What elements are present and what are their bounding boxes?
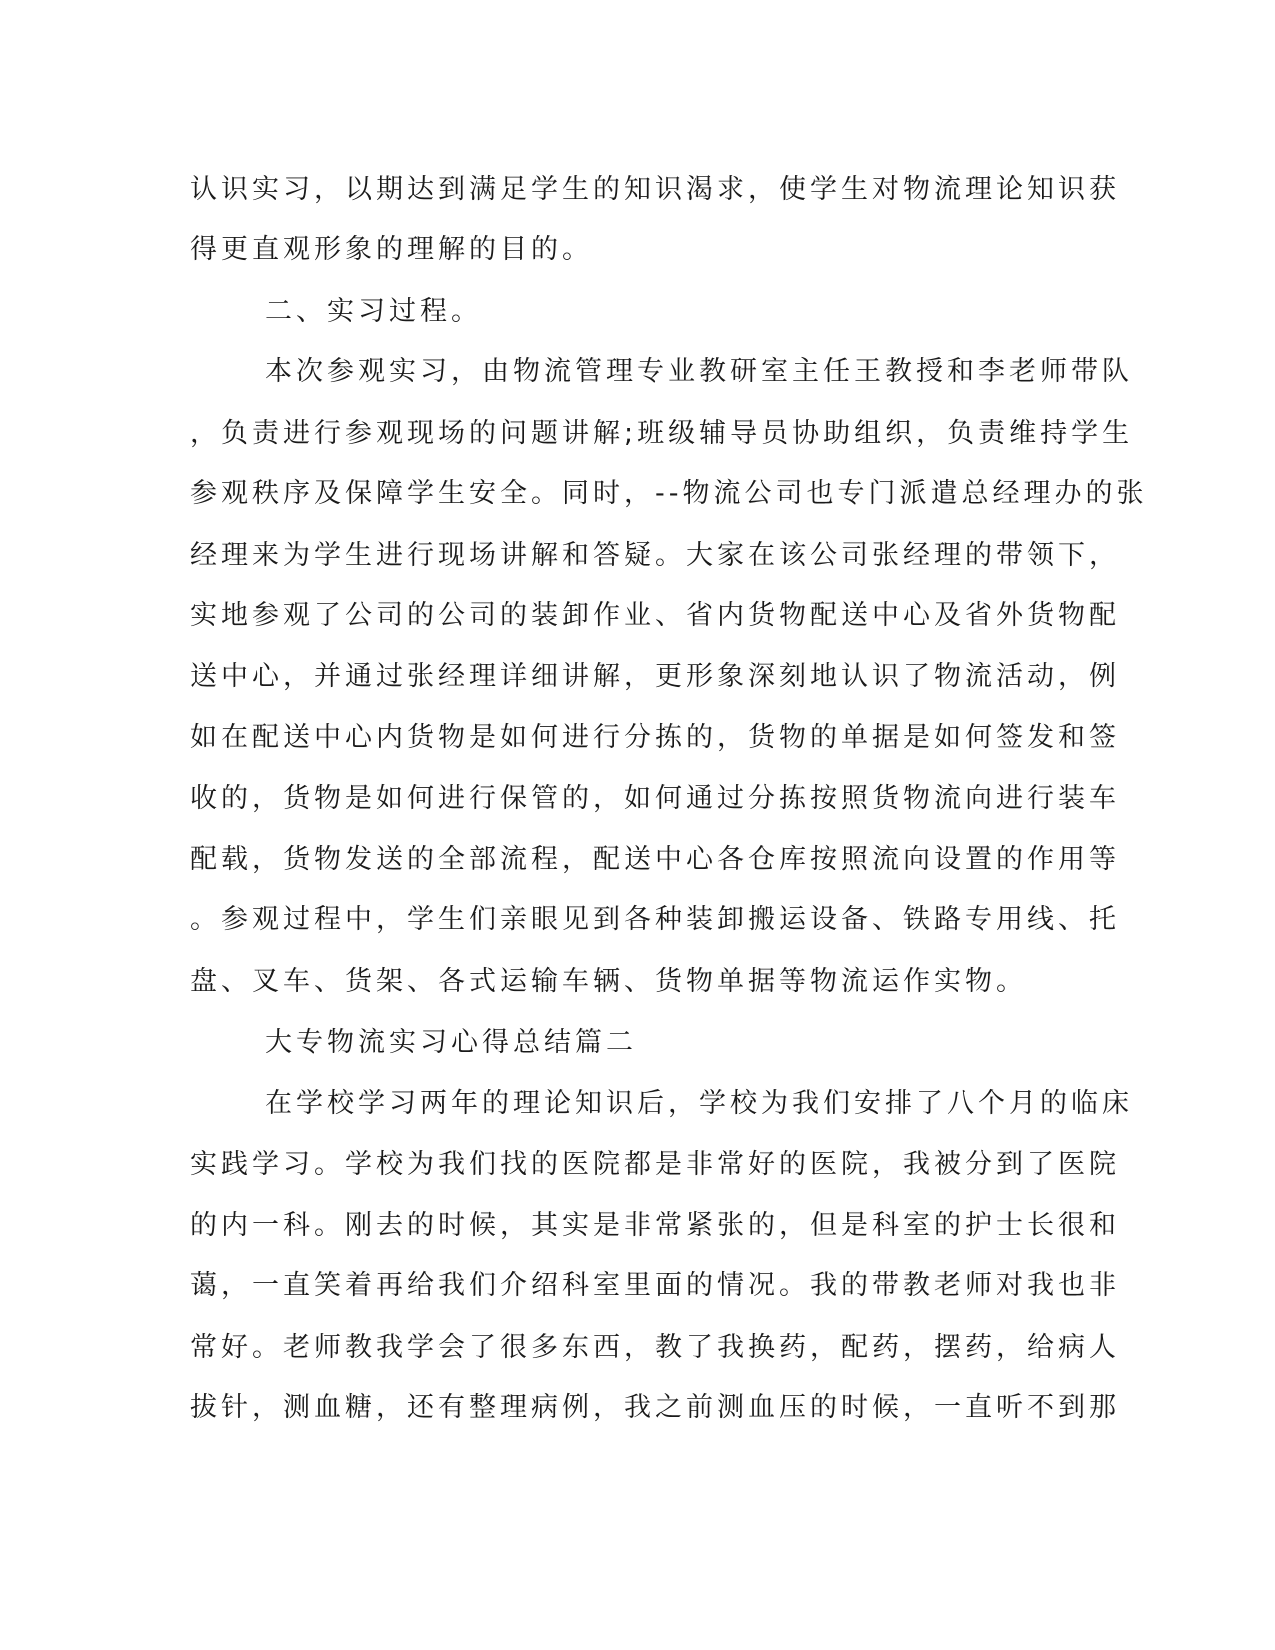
paragraph-line: 在学校学习两年的理论知识后，学校为我们安排了八个月的临床	[265, 1088, 1133, 1119]
paragraph-line: 参观秩序及保障学生安全。同时，--物流公司也专门派遣总经理办的张	[190, 478, 1148, 509]
paragraph-line: 盘、叉车、货架、各式运输车辆、货物单据等物流运作实物。	[190, 966, 1027, 997]
paragraph-line: 本次参观实习，由物流管理专业教研室主任王教授和李老师带队	[265, 356, 1133, 387]
paragraph-line: 得更直观形象的理解的目的。	[190, 234, 593, 265]
paragraph-line: 认识实习，以期达到满足学生的知识渴求，使学生对物流理论知识获	[190, 174, 1120, 205]
paragraph-line: ，负责进行参观现场的问题讲解;班级辅导员协助组织，负责维持学生	[190, 418, 1134, 449]
article-heading: 大专物流实习心得总结篇二	[265, 1027, 637, 1058]
paragraph-line: 蔼，一直笑着再给我们介绍科室里面的情况。我的带教老师对我也非	[190, 1270, 1120, 1301]
paragraph-line: 拔针，测血糖，还有整理病例，我之前测血压的时候，一直听不到那	[190, 1392, 1120, 1423]
section-heading: 二、实习过程。	[265, 296, 482, 327]
paragraph-line: 的内一科。刚去的时候，其实是非常紧张的，但是科室的护士长很和	[190, 1210, 1120, 1241]
paragraph-line: 实地参观了公司的公司的装卸作业、省内货物配送中心及省外货物配	[190, 600, 1120, 631]
paragraph-line: 经理来为学生进行现场讲解和答疑。大家在该公司张经理的带领下，	[190, 540, 1120, 571]
paragraph-line: 。参观过程中，学生们亲眼见到各种装卸搬运设备、铁路专用线、托	[190, 904, 1120, 935]
paragraph-line: 常好。老师教我学会了很多东西，教了我换药，配药，摆药，给病人	[190, 1332, 1120, 1363]
paragraph-line: 如在配送中心内货物是如何进行分拣的，货物的单据是如何签发和签	[190, 722, 1120, 753]
paragraph-line: 送中心，并通过张经理详细讲解，更形象深刻地认识了物流活动，例	[190, 661, 1120, 692]
paragraph-line: 配载，货物发送的全部流程，配送中心各仓库按照流向设置的作用等	[190, 844, 1120, 875]
paragraph-line: 收的，货物是如何进行保管的，如何通过分拣按照货物流向进行装车	[190, 783, 1120, 814]
paragraph-line: 实践学习。学校为我们找的医院都是非常好的医院，我被分到了医院	[190, 1149, 1120, 1180]
